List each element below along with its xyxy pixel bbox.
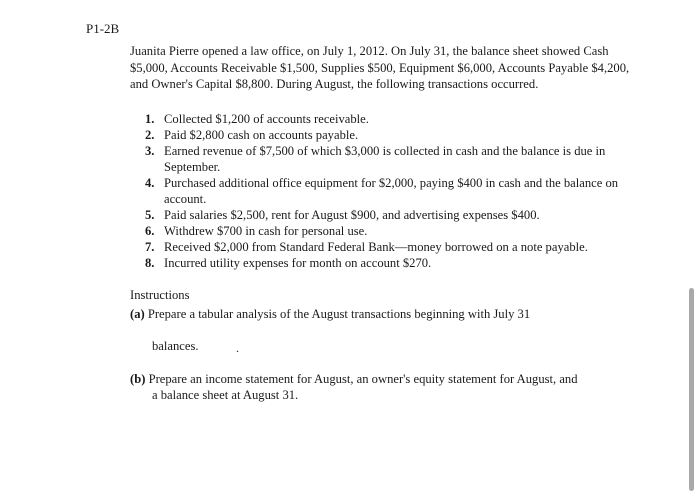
part-a-continuation: balances. [152,339,199,353]
vertical-scrollbar[interactable] [689,288,694,491]
item-text: Purchased additional office equipment for $2,000, paying $400 in cash and the balance on account. [164,176,619,206]
instruction-part-b [130,371,630,403]
item-text: Incurred utility expenses for month on account $270. [164,256,432,270]
item-number: 6. [145,224,155,238]
item-number: 1. [145,112,155,126]
list-item [145,255,625,271]
part-letter: (a) [130,307,145,321]
list-item [145,175,625,207]
item-number: 2. [145,128,155,142]
item-number: 4. [145,176,155,190]
problem-intro: Juanita Pierre opened a law office, on July 1, 2012. On July 31, the balance sheet showed Cash $5,000, Accounts Receivable $1,500, Supplies $500, Equipment $6,000, Accounts Payable $4,200, and Owner's Capital $8,800. During August, the following transactions occurred. [130,44,630,92]
item-text: Withdrew $700 in cash for personal use. [164,224,368,238]
instruction-part-a [130,306,630,322]
part-b-continuation: a balance sheet at August 31. [152,388,299,402]
item-number: 7. [145,240,155,254]
list-item [145,223,625,239]
stray-mark: . [236,341,239,355]
item-text: Paid salaries $2,500, rent for August $900, and advertising expenses $400. [164,208,540,222]
item-number: 8. [145,256,155,270]
list-item [145,239,625,255]
list-item [145,111,625,127]
list-item [145,143,625,175]
item-text: Collected $1,200 of accounts receivable. [164,112,369,126]
part-text: Prepare a tabular analysis of the August transactions beginning with July 31 [147,307,531,321]
item-text: Earned revenue of $7,500 of which $3,000 is collected in cash and the balance is due in September. [164,144,606,174]
list-item [145,207,625,223]
item-text: Paid $2,800 cash on accounts payable. [164,128,359,142]
instructions-heading: Instructions [130,288,190,302]
item-number: 5. [145,208,155,222]
list-item [145,127,625,143]
item-number: 3. [145,144,155,158]
transaction-list [145,111,625,271]
item-text: Received $2,000 from Standard Federal Bank—money borrowed on a note payable. [164,240,588,254]
problem-id: P1-2B [86,21,120,36]
part-letter: (b) [130,372,146,386]
part-text: Prepare an income statement for August, an owner's equity statement for August, and [148,372,578,386]
